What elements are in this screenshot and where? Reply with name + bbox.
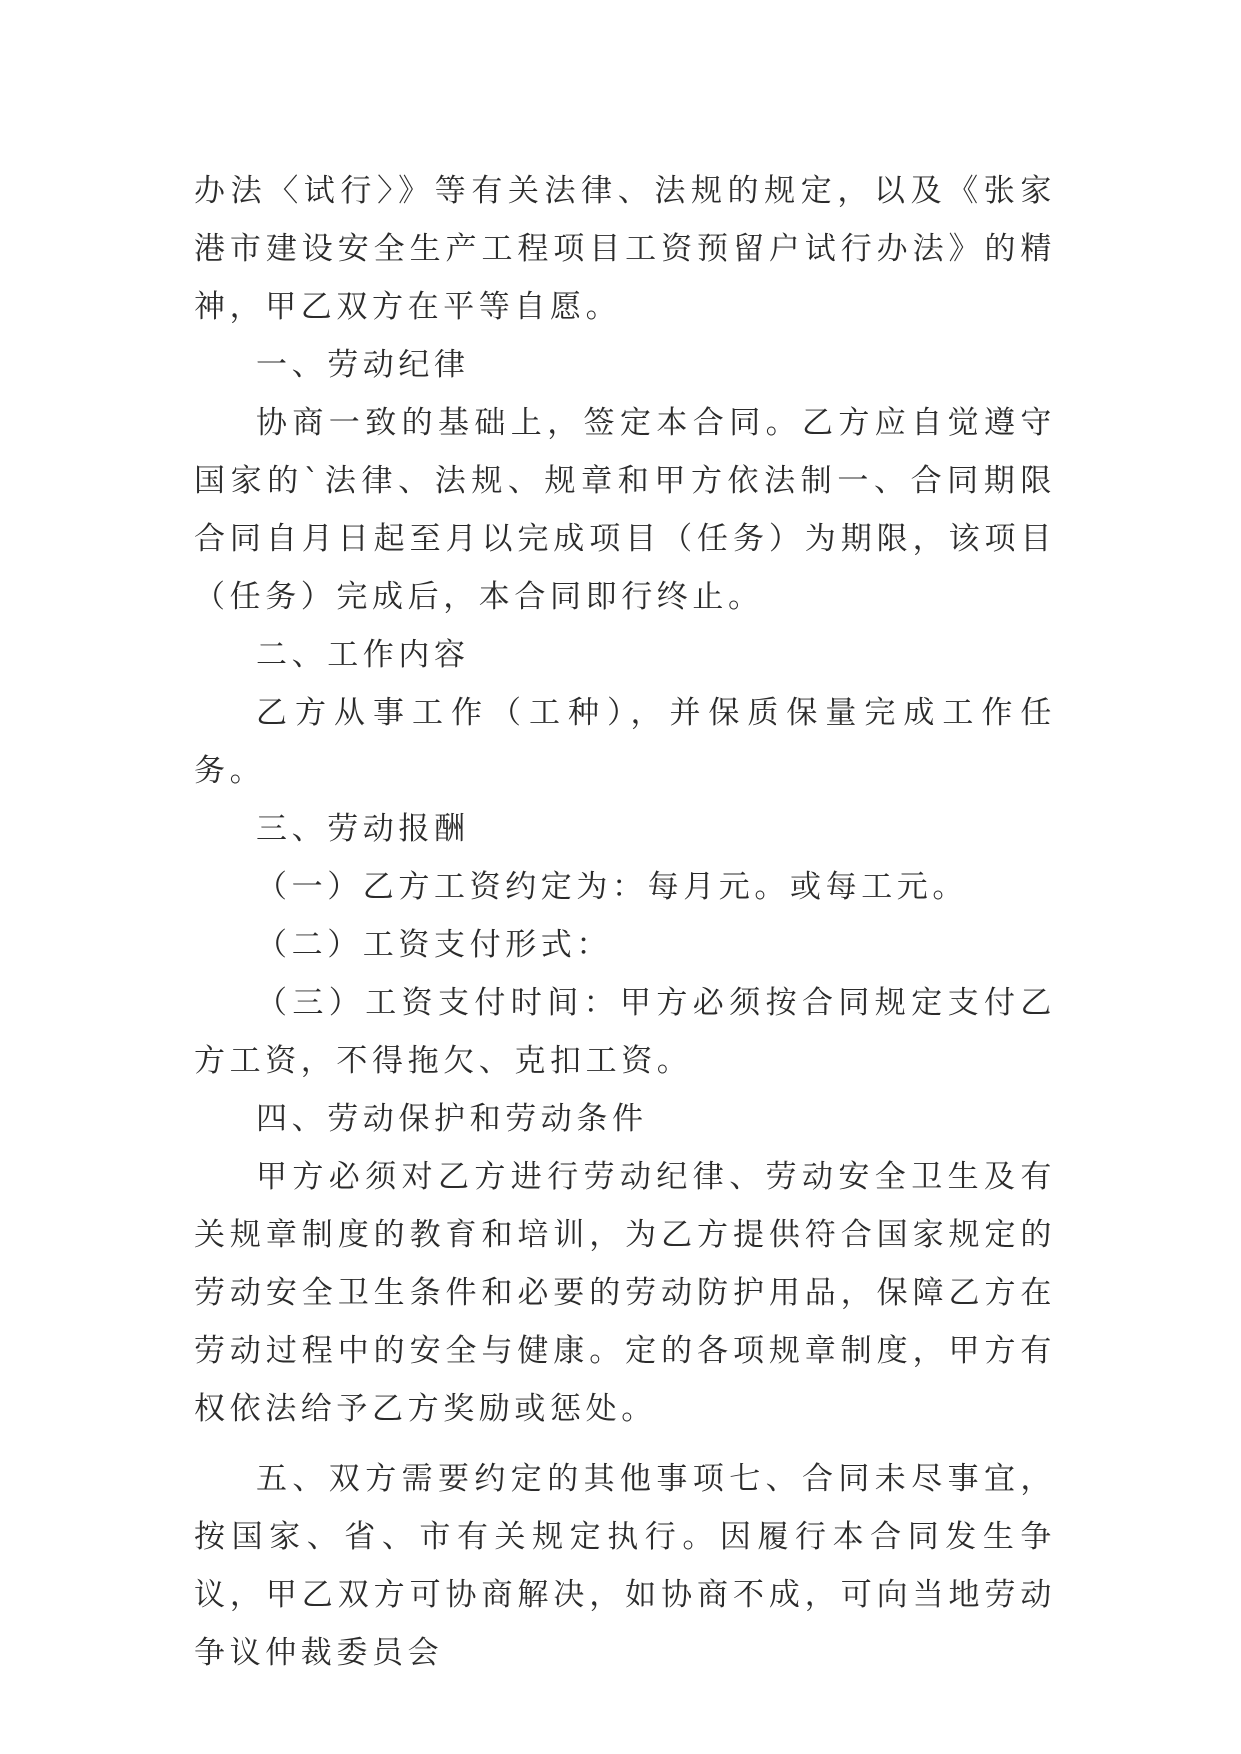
- document-body: [194, 162, 1056, 1682]
- paragraph-wage-form: （二）工资支付形式：: [256, 927, 612, 963]
- paragraph-wage-time: （三）工资支付时间：甲方必须按合同规定支付乙方工资，不得拖欠、克扣工资。: [194, 985, 1056, 1079]
- paragraph-labor-protection: 甲方必须对乙方进行劳动纪律、劳动安全卫生及有关规章制度的教育和培训，为乙方提供符合国家规定的劳动安全卫生条件和必要的劳动防护用品，保障乙方在劳动过程中的安全与健康。定的各项规章制度，甲方有权依法给予乙方奖励或惩处。: [194, 1159, 1056, 1427]
- heading-work-content: 二、工作内容: [256, 637, 470, 673]
- heading-labor-remuneration: 三、劳动报酬: [256, 811, 470, 847]
- paragraph-intro: 办法〈试行〉》等有关法律、法规的规定，以及《张家港市建设安全生产工程项目工资预留户试行办法》的精神，甲乙双方在平等自愿。: [194, 173, 1056, 325]
- heading-labor-discipline: 一、劳动纪律: [256, 347, 470, 383]
- paragraph-contract-term: 协商一致的基础上，签定本合同。乙方应自觉遵守国家的`法律、法规、规章和甲方依法制一、合同期限合同自月日起至月以完成项目（任务）为期限，该项目（任务）完成后，本合同即行终止。: [194, 405, 1056, 615]
- paragraph-wage-amount: （一）乙方工资约定为：每月元。或每工元。: [256, 869, 968, 905]
- paragraph-other-matters: 五、双方需要约定的其他事项七、合同未尽事宜，按国家、省、市有关规定执行。因履行本合同发生争议，甲乙双方可协商解决，如协商不成，可向当地劳动争议仲裁委员会: [194, 1461, 1056, 1671]
- heading-labor-protection: 四、劳动保护和劳动条件: [256, 1101, 648, 1137]
- paragraph-work-content: 乙方从事工作（工种），并保质保量完成工作任务。: [194, 695, 1056, 789]
